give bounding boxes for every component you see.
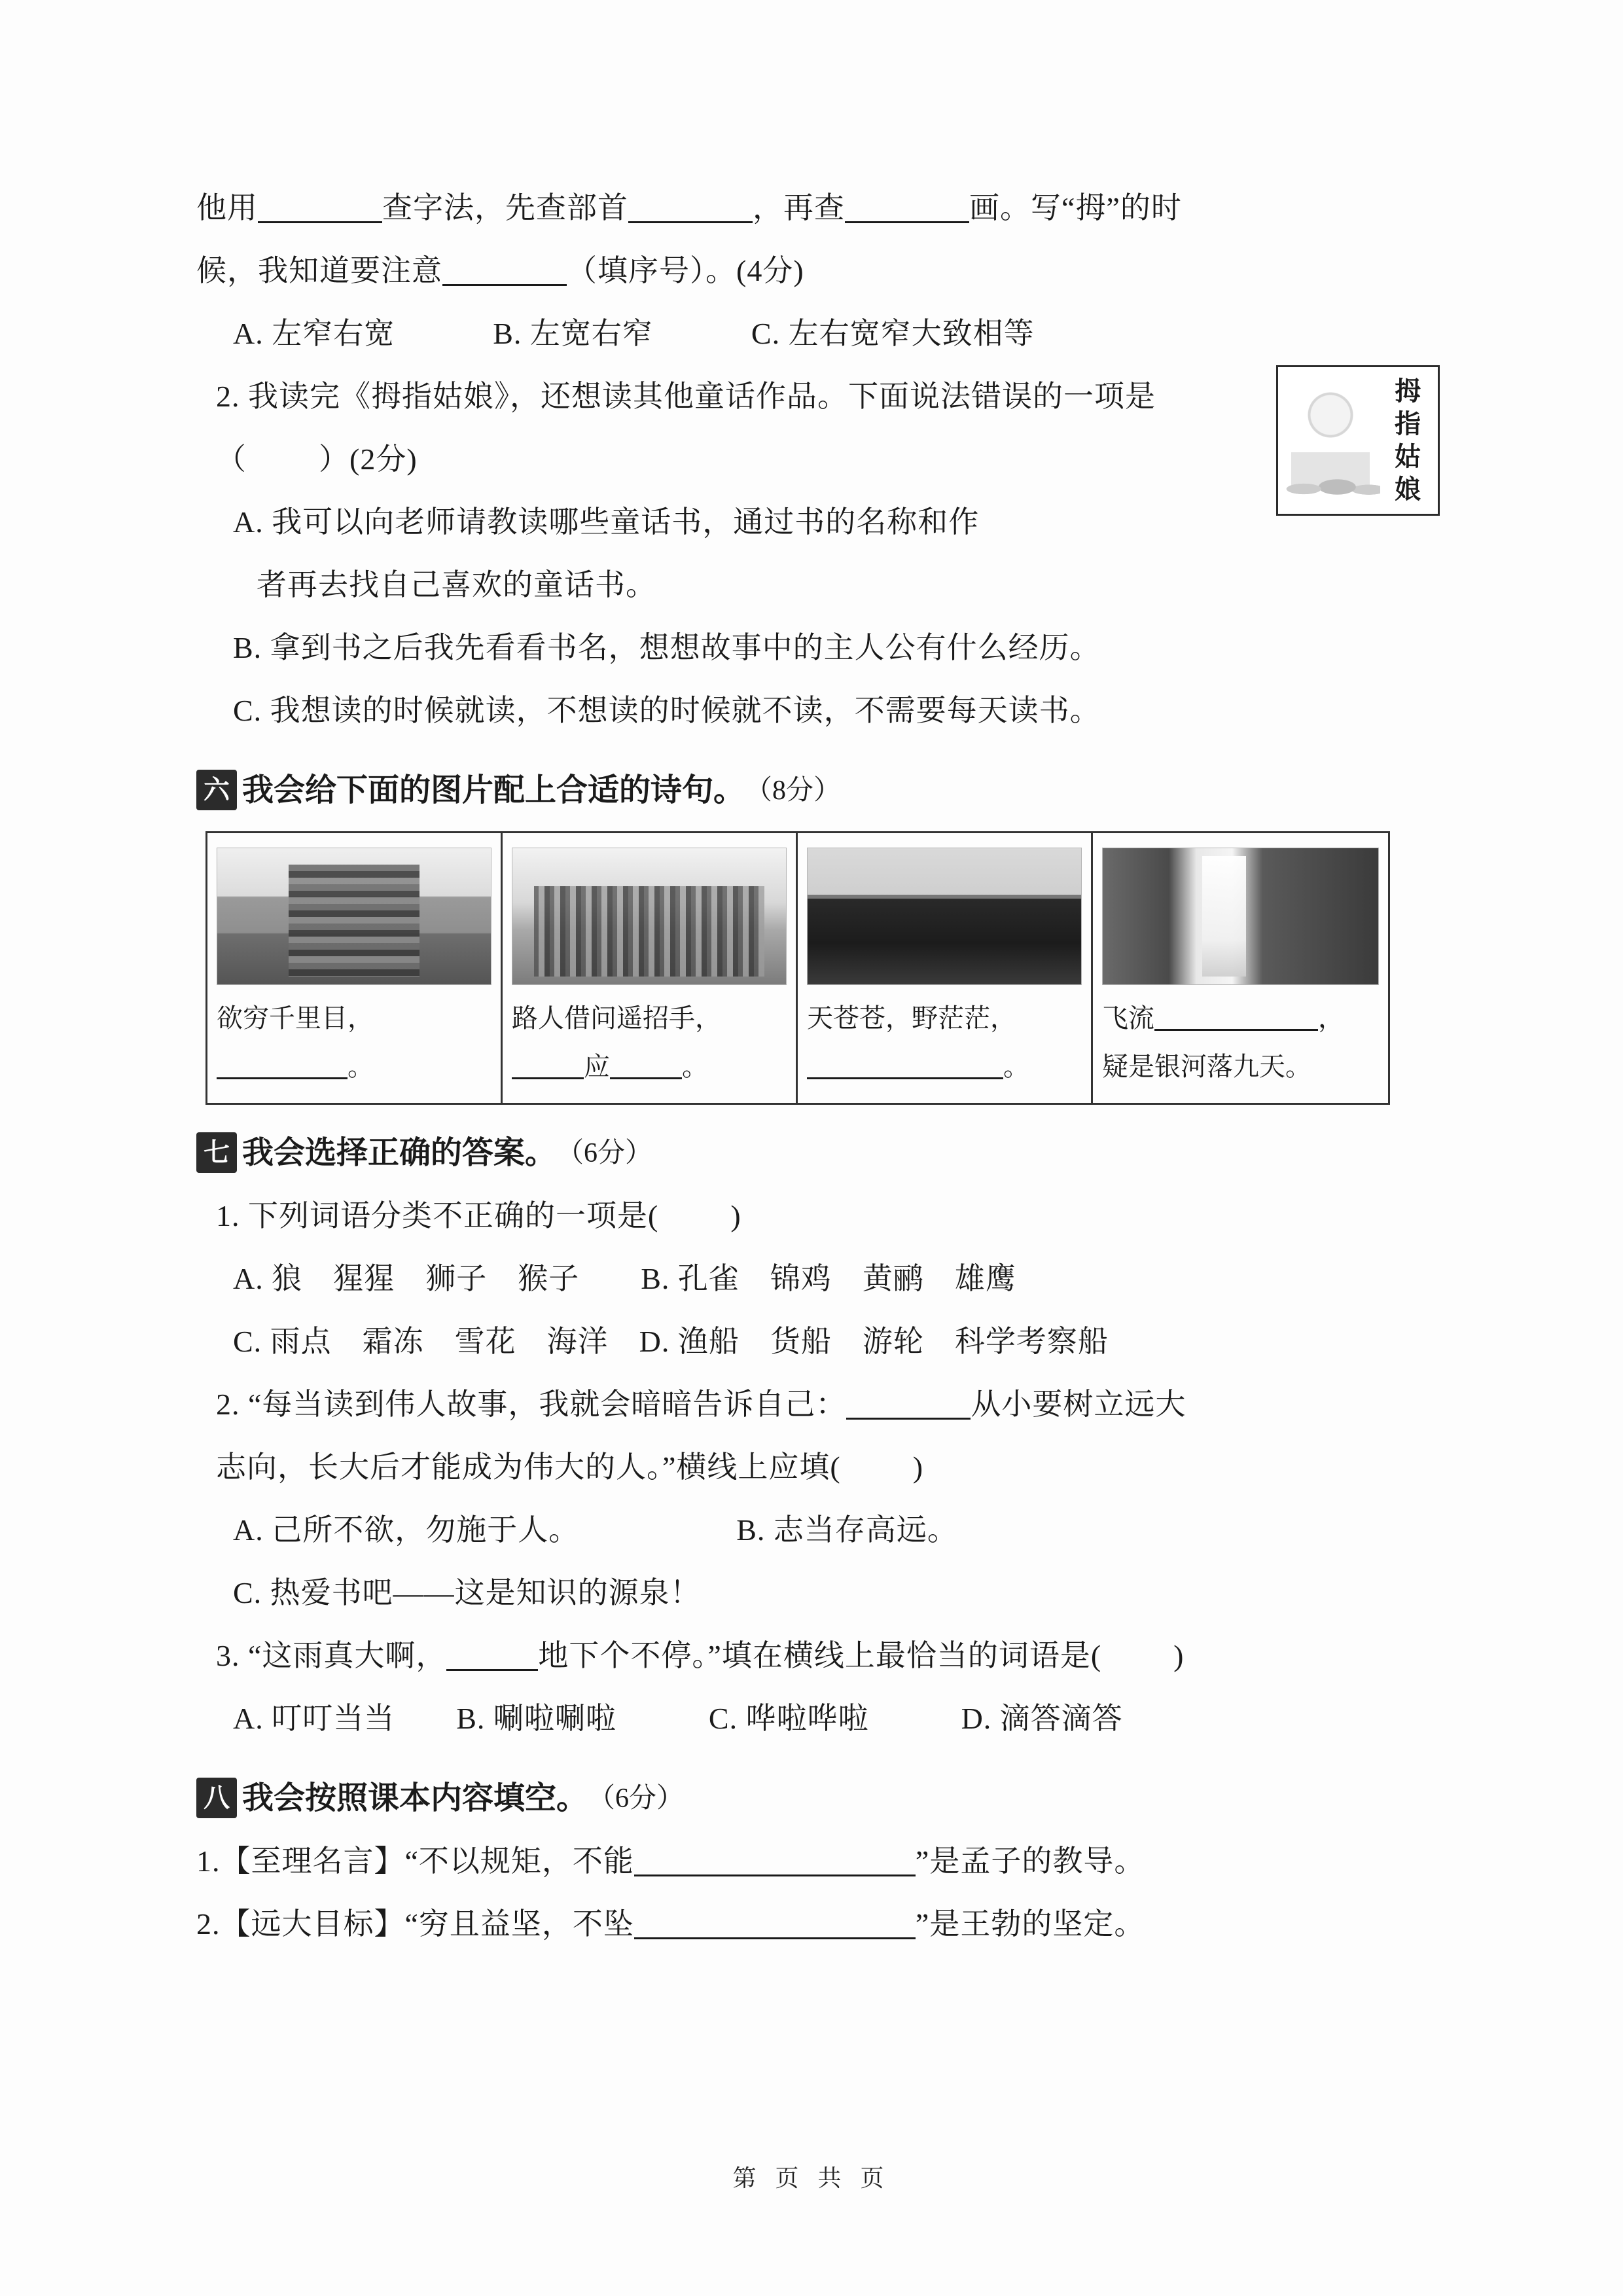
q2-block — [196, 365, 1440, 742]
s8-item-1-text-a: 1.【至理名言】“不以规矩，不能 — [196, 1844, 634, 1878]
poem-cell-4 — [1093, 833, 1388, 1103]
s7-q3-line — [196, 1624, 1440, 1687]
s8-item-1-text-b: ”是孟子的教导。 — [915, 1844, 1145, 1878]
page-footer: 第 页 共 页 — [732, 2165, 891, 2191]
s7-q3-options[interactable]: A. 叮叮当当 B. 唰啦唰啦 C. 哗啦哗啦 D. 滴答滴答 — [233, 1702, 1123, 1735]
s7-q1-stem — [196, 1185, 1440, 1247]
section-6-number: 六 — [196, 770, 237, 810]
s7-q2-option-a[interactable]: A. 己所不欲，勿施于人。 — [233, 1513, 580, 1547]
q1-text-b: 查字法，先查部首 — [382, 191, 628, 224]
section-8-number: 八 — [196, 1778, 237, 1818]
q2-option-b[interactable]: B. 拿到书之后我先看看书名，想想故事中的主人公有什么经历。 — [233, 631, 1101, 664]
section-6-title: 我会给下面的图片配上合适的诗句。 — [242, 773, 745, 808]
q1-blank-2[interactable] — [628, 191, 753, 223]
s8-item-2-text-a: 2.【远大目标】“穷且益坚，不坠 — [196, 1907, 634, 1941]
poem-picture-table — [205, 831, 1390, 1105]
page-content — [196, 177, 1440, 1956]
s7-q3-text-a: 3. “这雨真大啊， — [216, 1639, 447, 1672]
q2-option-c[interactable]: C. 我想读的时候就读，不想读的时候就不读，不需要每天读书。 — [233, 694, 1101, 727]
poem-4-comma: ， — [1318, 1003, 1344, 1033]
s7-q3-text-c: ) — [1173, 1639, 1185, 1672]
poem-cell-1-text: 欲穷千里目， 。 — [217, 1003, 374, 1081]
s7-q2-options-ab — [196, 1499, 1440, 1562]
s8-item-2-blank[interactable] — [634, 1907, 916, 1939]
section-8-heading — [196, 1767, 1440, 1830]
grassland-picture-icon — [807, 848, 1082, 985]
poem-cell-3 — [798, 833, 1093, 1103]
poem-cell-3-text: 天苍苍，野茫茫， 。 — [807, 1003, 1029, 1081]
q2-stem-line-2 — [196, 428, 1440, 491]
q1-option-a[interactable]: A. 左窄右宽 — [233, 317, 395, 350]
q2-option-a-line1[interactable]: A. 我可以向老师请教读哪些童话书，通过书的名称和作 — [233, 505, 980, 539]
s7-q1-options-ab[interactable]: A. 狼 猩猩 狮子 猴子 B. 孔雀 锦鸡 黄鹂 雄鹰 — [233, 1262, 1016, 1295]
s7-q2-blank[interactable] — [846, 1388, 971, 1420]
q1-text-f: （填序号）。(4分) — [567, 254, 804, 287]
poem-3-blank[interactable] — [807, 1051, 1003, 1079]
section-8-title: 我会按照课本内容填空。 — [242, 1781, 588, 1816]
s7-q2-text-c: 志向，长大后才能成为伟大的人。”横线上应填( — [216, 1450, 841, 1484]
section-7-number: 七 — [196, 1132, 237, 1173]
q1-text-a: 他用 — [196, 191, 258, 224]
poem-4-line2: 疑是银河落九天。 — [1102, 1052, 1311, 1081]
s7-q1-options-cd[interactable]: C. 雨点 霜冻 雪花 海洋 D. 渔船 货船 游轮 科学考察船 — [233, 1325, 1109, 1358]
s7-q3-blank[interactable] — [446, 1639, 538, 1671]
q1-option-b[interactable]: B. 左宽右窄 — [493, 317, 653, 350]
section-7-score: （6分） — [556, 1138, 653, 1168]
poem-1-blank[interactable] — [217, 1051, 348, 1079]
s8-item-2 — [196, 1893, 1440, 1956]
s8-item-1 — [196, 1830, 1440, 1893]
s7-q2-text-a: 2. “每当读到伟人故事，我就会暗暗告诉自己： — [216, 1388, 847, 1421]
s8-item-1-blank[interactable] — [634, 1844, 916, 1876]
q2-stem-line-1: 2. 我读完《拇指姑娘》，还想读其他童话作品。下面说法错误的一项是 — [216, 380, 1156, 413]
q2-option-a-line2: 者再去找自己喜欢的童话书。 — [257, 568, 656, 601]
q1-options — [196, 302, 1440, 365]
q2-paren-rest: ）(2分) — [319, 442, 418, 476]
s7-q3-text-b: 地下个不停。”填在横线上最恰当的词语是( — [538, 1639, 1102, 1672]
s8-item-2-text-b: ”是王勃的坚定。 — [915, 1907, 1145, 1941]
s7-q2-line-2 — [196, 1436, 1440, 1499]
s7-q2-option-b[interactable]: B. 志当存高远。 — [736, 1513, 958, 1547]
poem-1-line1: 欲穷千里目， — [217, 1003, 374, 1033]
q1-line-1 — [196, 177, 1440, 240]
q1-blank-1[interactable] — [258, 191, 382, 223]
q1-line-2 — [196, 240, 1440, 302]
poem-2-blank-1[interactable] — [512, 1051, 584, 1079]
q1-text-e: 候，我知道要注意 — [196, 254, 442, 287]
village-trees-picture-icon — [512, 848, 787, 985]
s7-q1-stem-text: 1. 下列词语分类不正确的一项是( — [216, 1199, 659, 1232]
s7-q2-text-b: 从小要树立远大 — [971, 1388, 1186, 1421]
poem-2-mid: 应 — [584, 1052, 610, 1081]
q2-illustration — [1276, 365, 1440, 516]
section-8-score: （6分） — [588, 1784, 685, 1814]
q1-blank-4[interactable] — [442, 254, 567, 286]
poem-3-line1: 天苍苍，野茫茫， — [807, 1003, 1016, 1033]
pagoda-tower-picture-icon — [217, 848, 491, 985]
s7-q2-option-c[interactable]: C. 热爱书吧——这是知识的源泉！ — [233, 1576, 701, 1609]
waterfall-picture-icon — [1102, 848, 1379, 985]
section-6-heading — [196, 759, 1440, 822]
poem-4-blank[interactable] — [1154, 1003, 1318, 1031]
poem-cell-4-text — [1102, 994, 1379, 1091]
poem-cell-1 — [207, 833, 503, 1103]
s7-q2-line-1 — [196, 1373, 1440, 1436]
s7-q2-text-d: ) — [912, 1450, 924, 1484]
q1-option-c[interactable]: C. 左右宽窄大致相等 — [751, 317, 1035, 350]
poem-2-blank-2[interactable] — [610, 1051, 682, 1079]
q1-text-c: ，再查 — [753, 191, 845, 224]
q2-paren-open: （ — [216, 442, 247, 476]
poem-4-line1: 飞流 — [1102, 1003, 1154, 1033]
q1-blank-3[interactable] — [845, 191, 969, 223]
section-7-heading — [196, 1122, 1440, 1185]
poem-cell-2 — [503, 833, 798, 1103]
section-7-title: 我会选择正确的答案。 — [242, 1136, 557, 1170]
poem-2-line1: 路人借问遥招手， — [512, 1003, 721, 1033]
q1-text-d: 画。写“拇”的时 — [969, 191, 1182, 224]
illustration-title: 拇指姑娘 — [1395, 376, 1422, 504]
flower-petal-icon — [1285, 465, 1380, 505]
s7-q1-stem-end: ) — [730, 1199, 741, 1232]
poem-cell-2-text: 路人借问遥招手， 应 。 — [512, 1003, 721, 1081]
section-6-score: （8分） — [745, 776, 842, 806]
